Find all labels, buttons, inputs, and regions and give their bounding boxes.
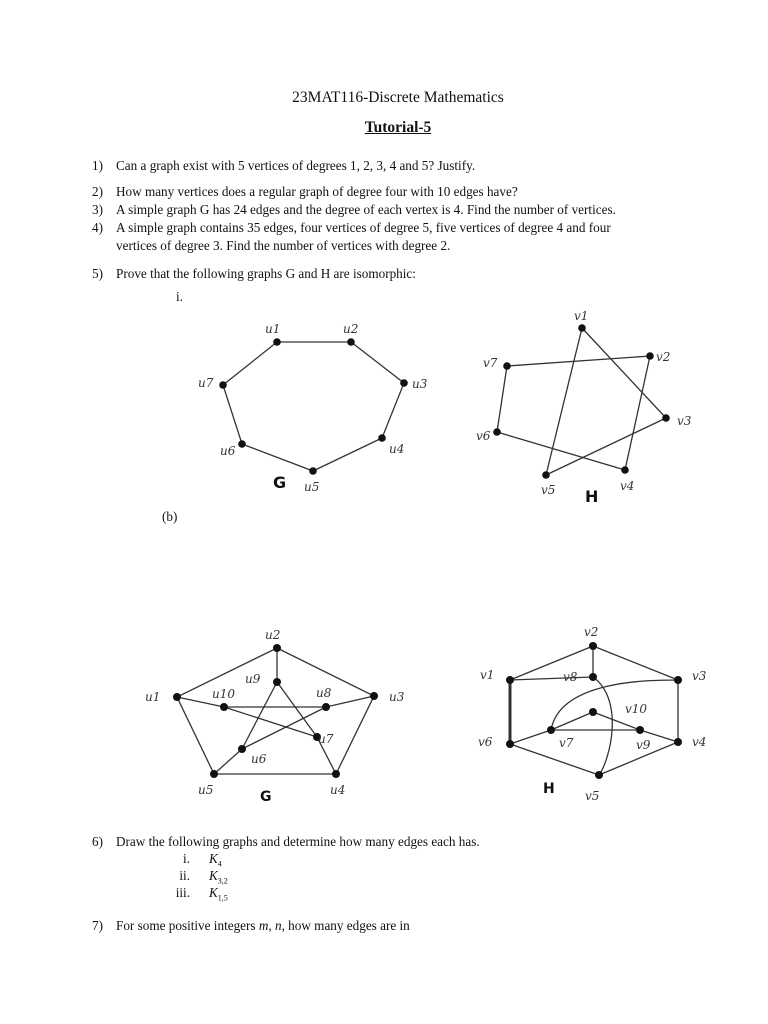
tutorial-title: Tutorial-5 bbox=[364, 119, 432, 136]
q1-number: 1) bbox=[92, 158, 103, 173]
q7-n: n bbox=[274, 918, 282, 933]
g2-label-u3: u3 bbox=[389, 690, 405, 704]
g1-label-u3: u3 bbox=[412, 377, 428, 391]
q4-number: 4) bbox=[92, 220, 103, 235]
h2-label-v2: v2 bbox=[584, 625, 599, 639]
h1-label-v3: v3 bbox=[677, 414, 692, 428]
q6-item-i bbox=[209, 852, 222, 869]
q6-item-iii-sub: 1,5 bbox=[217, 893, 228, 903]
h2-graph-label: H bbox=[543, 781, 555, 797]
q7-text-b: , how many edges are in bbox=[281, 918, 410, 933]
h1-label-v7: v7 bbox=[483, 356, 498, 370]
g2-label-u5: u5 bbox=[198, 783, 214, 797]
h2-label-v4: v4 bbox=[692, 735, 707, 749]
h2-label-v9: v9 bbox=[636, 738, 651, 752]
q6-item-ii-roman: ii. bbox=[179, 868, 190, 883]
figure1-graph-h bbox=[497, 328, 666, 475]
q6-item-i-k: K bbox=[209, 851, 218, 866]
q7-number: 7) bbox=[92, 918, 103, 933]
q7-comma: , bbox=[268, 918, 275, 933]
g2-label-u10: u10 bbox=[212, 687, 235, 701]
q4-text-line2: vertices of degree 3. Find the number of vertices with degree 2. bbox=[116, 238, 451, 253]
q2-number: 2) bbox=[92, 184, 103, 199]
h2-label-v10: v10 bbox=[625, 702, 648, 716]
q6-item-ii-sub: 3,2 bbox=[217, 876, 228, 886]
q6-item-iii-k: K bbox=[209, 885, 218, 900]
q5-number: 5) bbox=[92, 266, 103, 281]
h2-label-v8: v8 bbox=[563, 670, 578, 684]
h1-label-v2: v2 bbox=[656, 350, 671, 364]
g1-graph-label: G bbox=[273, 473, 287, 492]
q1-text: Can a graph exist with 5 vertices of degrees 1, 2, 3, 4 and 5? Justify. bbox=[116, 158, 476, 173]
q4-text-line1: A simple graph contains 35 edges, four vertices of degree 5, five vertices of degree 4 and four bbox=[116, 220, 611, 235]
h1-label-v1: v1 bbox=[574, 309, 589, 323]
course-title: 23MAT116-Discrete Mathematics bbox=[292, 89, 504, 106]
g1-label-u5: u5 bbox=[304, 480, 320, 494]
figure1-graph-g bbox=[223, 342, 404, 471]
q5-text: Prove that the following graphs G and H are isomorphic: bbox=[116, 266, 416, 281]
h2-label-v1: v1 bbox=[480, 668, 495, 682]
q2-text: How many vertices does a regular graph of degree four with 10 edges have? bbox=[116, 184, 518, 199]
figure1-g-vertices bbox=[219, 338, 408, 475]
g2-label-u6: u6 bbox=[251, 752, 267, 766]
q7-m: m bbox=[258, 918, 269, 933]
h1-label-v6: v6 bbox=[476, 429, 491, 443]
q6-item-ii-k: K bbox=[209, 868, 218, 883]
g1-label-u4: u4 bbox=[389, 442, 405, 456]
figure2-graph-g bbox=[177, 648, 374, 774]
g1-label-u2: u2 bbox=[343, 322, 359, 336]
g2-label-u1: u1 bbox=[145, 690, 161, 704]
h2-label-v3: v3 bbox=[692, 669, 707, 683]
q3-number: 3) bbox=[92, 202, 103, 217]
q6-item-iii-roman: iii. bbox=[175, 885, 190, 900]
figure2-g-vertices bbox=[173, 644, 378, 778]
h2-label-v6: v6 bbox=[478, 735, 493, 749]
g2-label-u2: u2 bbox=[265, 628, 281, 642]
q6-number: 6) bbox=[92, 834, 103, 849]
g2-label-u8: u8 bbox=[316, 686, 332, 700]
q5-part-b: (b) bbox=[162, 509, 178, 524]
h1-label-v4: v4 bbox=[620, 479, 635, 493]
h2-label-v7: v7 bbox=[559, 736, 574, 750]
q6-item-iii bbox=[209, 886, 228, 903]
q7-text-a: For some positive integers bbox=[116, 918, 259, 933]
q6-item-i-roman: i. bbox=[183, 851, 190, 866]
q6-text: Draw the following graphs and determine how many edges each has. bbox=[116, 834, 480, 849]
q5-part-i: i. bbox=[176, 289, 183, 304]
g2-label-u9: u9 bbox=[245, 672, 261, 686]
q6-item-ii bbox=[209, 869, 228, 886]
g2-graph-label: G bbox=[260, 789, 272, 805]
g1-label-u7: u7 bbox=[198, 376, 214, 390]
g2-label-u4: u4 bbox=[330, 783, 346, 797]
g1-label-u6: u6 bbox=[220, 444, 236, 458]
q3-text: A simple graph G has 24 edges and the degree of each vertex is 4. Find the number of vertices. bbox=[116, 202, 616, 217]
h2-label-v5: v5 bbox=[585, 789, 600, 803]
q7-text bbox=[116, 919, 410, 932]
g1-label-u1: u1 bbox=[265, 322, 281, 336]
figure2-h-vertices bbox=[506, 642, 682, 779]
g2-label-u7: u7 bbox=[318, 732, 334, 746]
q6-item-i-sub: 4 bbox=[217, 859, 222, 869]
h1-graph-label: H bbox=[585, 487, 599, 506]
figure1-h-vertices bbox=[493, 324, 670, 479]
h1-label-v5: v5 bbox=[541, 483, 556, 497]
